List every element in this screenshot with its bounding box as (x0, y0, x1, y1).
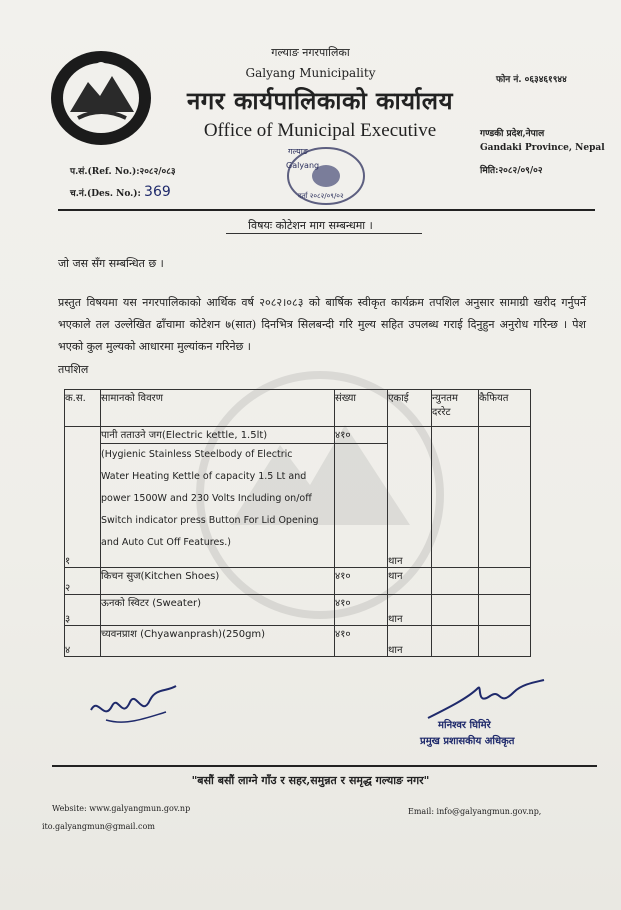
row-item-name: ऊनको स्विटर (Sweater) (101, 595, 335, 626)
signatory-title: प्रमुख प्रशासकीय अधिकृत (420, 736, 515, 747)
table-row (65, 568, 531, 595)
stamp-bottom-text: दर्ता २०८२/०९/०२ (298, 192, 344, 200)
header-sn: क.स. (65, 390, 101, 427)
footer-slogan: "बसौं बसौं लाग्ने गाँउ र सहर,समुन्नत र समृद्ध गल्याङ नगर" (191, 774, 430, 787)
row-remarks (479, 568, 531, 595)
des-value: 369 (144, 184, 171, 200)
stamp-top-text: गल्याङ (288, 147, 308, 156)
row-min-rate (432, 568, 479, 595)
row-sn: २ (65, 568, 101, 595)
row-remarks (479, 595, 531, 626)
municipality-name-en: Galyang Municipality (245, 66, 376, 80)
header-description: सामानको विवरण (101, 390, 335, 427)
row-item-name: च्यवनप्राश (Chyawanprash)(250gm) (101, 626, 335, 657)
row-item-specification (101, 444, 335, 568)
table-row (65, 427, 531, 444)
spec-line: power 1500W and 230 Volts Including on/off (101, 493, 312, 504)
spec-line: Water Heating Kettle of capacity 1.5 Lt and (101, 471, 307, 482)
reference-block (70, 162, 176, 204)
ref-value: २०८२/०८३ (139, 167, 176, 177)
letter-date: मिति:२०८२/०९/०२ (480, 166, 543, 176)
row-quantity: ४१० (335, 626, 388, 657)
table-row (65, 595, 531, 626)
row-quantity: ४१० (335, 427, 388, 444)
row-quantity: ४१० (335, 595, 388, 626)
header-divider (58, 209, 595, 211)
ref-label: प.सं.(Ref. No.): (70, 167, 140, 177)
header-min-rate: न्युनतम दररेट (432, 390, 479, 427)
stamp-mid-text: Galyang (286, 161, 320, 170)
row-min-rate (432, 595, 479, 626)
spec-line: Switch indicator press Button For Lid Opening (101, 515, 319, 526)
row-min-rate (432, 427, 479, 568)
province-en: Gandaki Province, Nepal (480, 143, 605, 153)
subject-underline (226, 233, 422, 234)
details-label: तपशिल (58, 363, 89, 376)
row-item-name: किचन सुज(Kitchen Shoes) (101, 568, 335, 595)
phone-number: फोन नं. ०६३४६१९४४ (496, 75, 567, 85)
office-title-np: नगर कार्यपालिकाको कार्यालय (186, 86, 454, 115)
province-block (480, 127, 605, 155)
spec-line: and Auto Cut Off Features.) (101, 537, 231, 548)
header-remarks: कैफियत (479, 390, 531, 427)
row-item-name: पानी तताउने जग(Electric kettle, 1.5lt) (101, 427, 335, 444)
row-remarks (479, 626, 531, 657)
signature-left (86, 682, 181, 732)
footer-email-secondary: ito.galyangmun@gmail.com (42, 822, 155, 831)
header-quantity: संख्या (335, 390, 388, 427)
municipality-emblem (48, 48, 154, 148)
municipality-name-np: गल्याङ नगरपालिका (271, 46, 350, 59)
row-remarks (479, 427, 531, 568)
header-unit: एकाई (388, 390, 432, 427)
table-header-row (65, 390, 531, 427)
footer-email-primary: Email: info@galyangmun.gov.np, (408, 807, 542, 816)
table-row (65, 626, 531, 657)
row-quantity-cont (335, 444, 388, 568)
office-title-en: Office of Municipal Executive (203, 120, 437, 141)
row-unit: थान (388, 595, 432, 626)
signatory-name: मनिश्वर घिमिरे (438, 720, 491, 731)
salutation: जो जस सँग सम्बन्धित छ । (58, 257, 164, 270)
province-np: गण्डकी प्रदेश,नेपाल (480, 129, 545, 139)
letter-subject: विषयः कोटेशन माग सम्बन्धमा । (248, 219, 373, 232)
footer-website: Website: www.galyangmun.gov.np (52, 804, 191, 813)
items-table (64, 389, 531, 657)
letter-body: प्रस्तुत विषयमा यस नगरपालिकाको आर्थिक वर्ष २०८२।०८३ को बार्षिक स्वीकृत कार्यक्रम तपशिल अनुसार सामाग्री खरीद गर्नुपर्ने भएकाले तल उल्लेखित ढाँचामा कोटेशन ७(सात) दिनभित्र सिलबन्दी गरि मुल्य सहित उपलब्ध गराई दिनुहुन अनुरोध गरिन्छ । पेश भएको कुल मुल्यको आधारमा मुल्यांकन गरिनेछ । (58, 296, 586, 353)
spec-line: (Hygienic Stainless Steelbody of Electric (101, 449, 293, 460)
footer-divider (52, 765, 597, 767)
row-min-rate (432, 626, 479, 657)
row-sn: १ (65, 427, 101, 568)
office-stamp (278, 142, 368, 210)
row-quantity: ४१० (335, 568, 388, 595)
row-unit: थान (388, 427, 432, 568)
row-sn: ३ (65, 595, 101, 626)
row-unit: थान (388, 626, 432, 657)
des-label: च.नं.(Des. No.): (70, 189, 141, 199)
row-sn: ४ (65, 626, 101, 657)
row-unit: थान (388, 568, 432, 595)
